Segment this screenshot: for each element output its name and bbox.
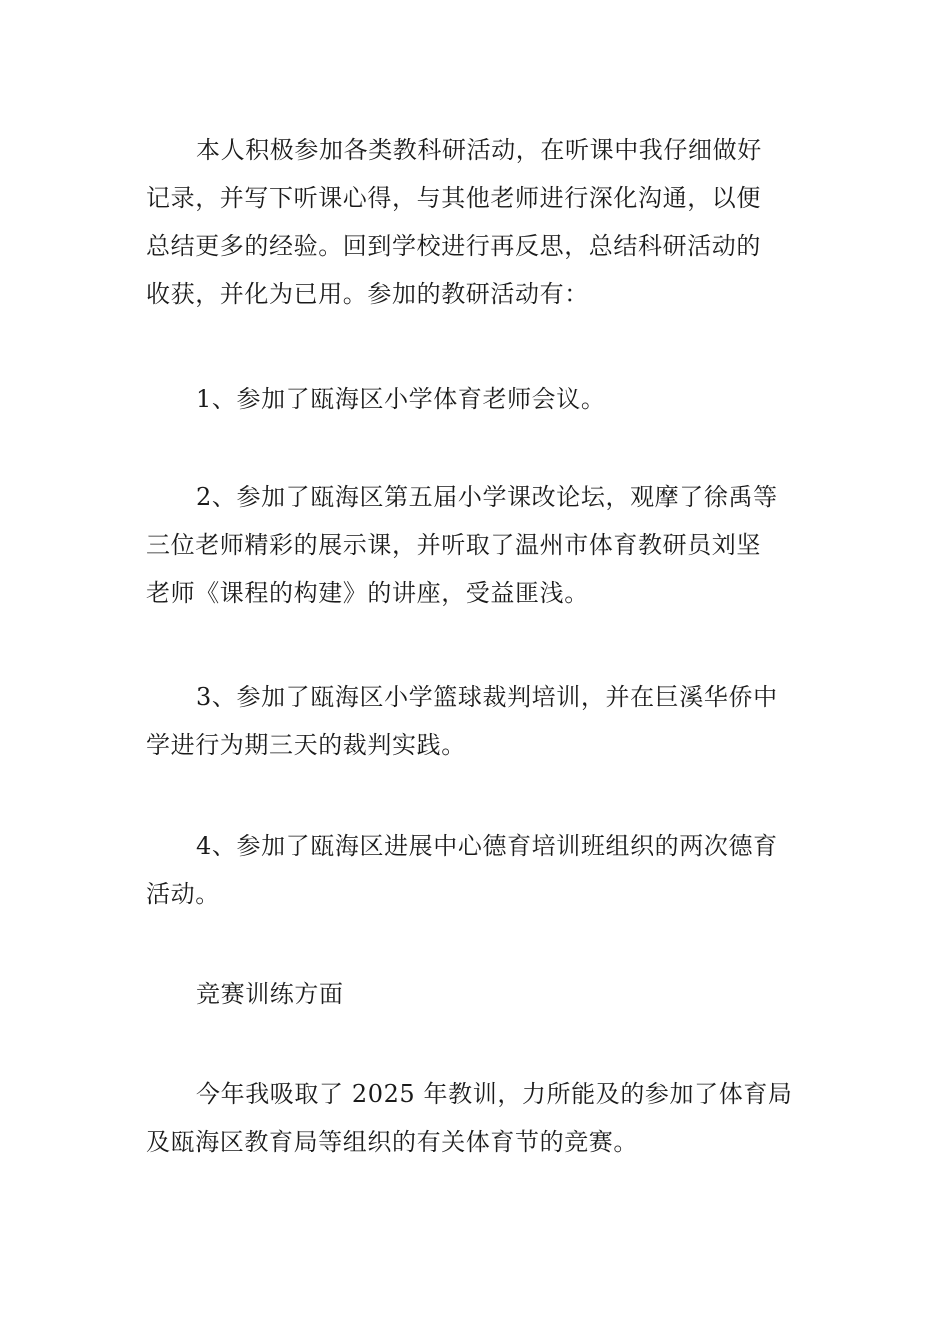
paragraph-item-3 — [146, 673, 816, 769]
paragraph-competition — [146, 1070, 816, 1166]
section-heading-competition — [146, 970, 816, 1018]
paragraph-item-4 — [146, 822, 816, 918]
text-line: 及瓯海区教育局等组织的有关体育节的竞赛。 — [146, 1128, 638, 1156]
text-line: 三位老师精彩的展示课，并听取了温州市体育教研员刘坚 — [146, 531, 761, 559]
text-line: 学进行为期三天的裁判实践。 — [146, 731, 466, 759]
text-line: 收获，并化为已用。参加的教研活动有： — [146, 280, 589, 308]
text-line: 1、参加了瓯海区小学体育老师会议。 — [196, 385, 606, 413]
text-line: 2、参加了瓯海区第五届小学课改论坛，观摩了徐禹等 — [196, 483, 778, 511]
text-line: 本人积极参加各类教科研活动，在听课中我仔细做好 — [196, 136, 762, 164]
text-line: 活动。 — [146, 880, 220, 908]
text-line: 3、参加了瓯海区小学篮球裁判培训，并在巨溪华侨中 — [196, 683, 778, 711]
paragraph-item-2 — [146, 473, 816, 617]
text-line: 记录，并写下听课心得，与其他老师进行深化沟通，以便 — [146, 184, 761, 212]
text-line: 总结更多的经验。回到学校进行再反思，总结科研活动的 — [146, 232, 761, 260]
paragraph-item-1 — [146, 375, 816, 423]
text-line: 4、参加了瓯海区进展中心德育培训班组织的两次德育 — [196, 832, 778, 860]
paragraph-research-activities — [146, 126, 816, 318]
text-line: 今年我吸取了 2025 年教训，力所能及的参加了体育局 — [196, 1080, 793, 1108]
text-line: 竞赛训练方面 — [196, 980, 344, 1008]
text-line: 老师《课程的构建》的讲座，受益匪浅。 — [146, 579, 589, 607]
